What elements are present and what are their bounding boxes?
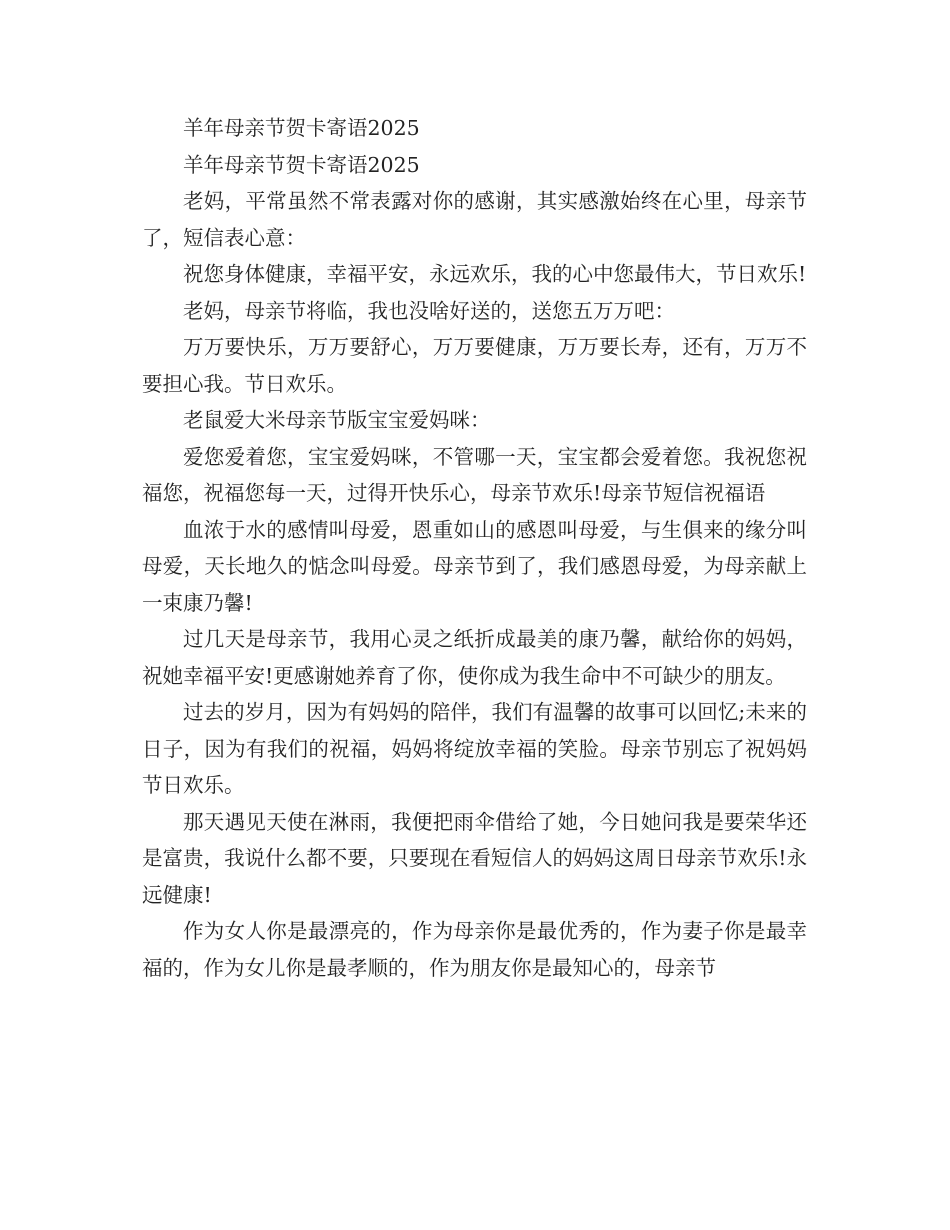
paragraph: 祝您身体健康，幸福平安，永远欢乐，我的心中您最伟大，节日欢乐! [183, 262, 807, 286]
document-title: 羊年母亲节贺卡寄语2025 [183, 116, 420, 140]
document-body [142, 110, 807, 986]
paragraph: 那天遇见天使在淋雨，我便把雨伞借给了她，今日她问我是要荣华还是富贵，我说什么都不要，只要现在看短信人的妈妈这周日母亲节欢乐!永远健康! [142, 809, 807, 907]
paragraph: 过几天是母亲节，我用心灵之纸折成最美的康乃馨，献给你的妈妈，祝她幸福平安!更感谢她养育了你，使你成为我生命中不可缺少的朋友。 [142, 627, 807, 688]
paragraph: 老妈，平常虽然不常表露对你的感谢，其实感激始终在心里，母亲节了，短信表心意： [142, 189, 807, 250]
paragraph: 万万要快乐，万万要舒心，万万要健康，万万要长寿，还有，万万不要担心我。节日欢乐。 [142, 335, 807, 396]
paragraph: 过去的岁月，因为有妈妈的陪伴，我们有温馨的故事可以回忆;未来的日子，因为有我们的祝福，妈妈将绽放幸福的笑脸。母亲节别忘了祝妈妈节日欢乐。 [142, 700, 807, 797]
paragraph: 老鼠爱大米母亲节版宝宝爱妈咪： [183, 408, 491, 432]
paragraph: 作为女人你是最漂亮的，作为母亲你是最优秀的，作为妻子你是最幸福的，作为女儿你是最孝顺的，作为朋友你是最知心的，母亲节 [142, 919, 807, 980]
paragraph: 爱您爱着您，宝宝爱妈咪，不管哪一天，宝宝都会爱着您。我祝您祝福您，祝福您每一天，过得开快乐心，母亲节欢乐!母亲节短信祝福语 [142, 444, 807, 505]
paragraph: 血浓于水的感情叫母爱，恩重如山的感恩叫母爱，与生俱来的缘分叫母爱，天长地久的惦念叫母爱。母亲节到了，我们感恩母爱，为母亲献上一束康乃馨! [142, 517, 807, 615]
document-subtitle: 羊年母亲节贺卡寄语2025 [183, 152, 420, 177]
paragraph: 老妈，母亲节将临，我也没啥好送的，送您五万万吧： [183, 298, 675, 323]
